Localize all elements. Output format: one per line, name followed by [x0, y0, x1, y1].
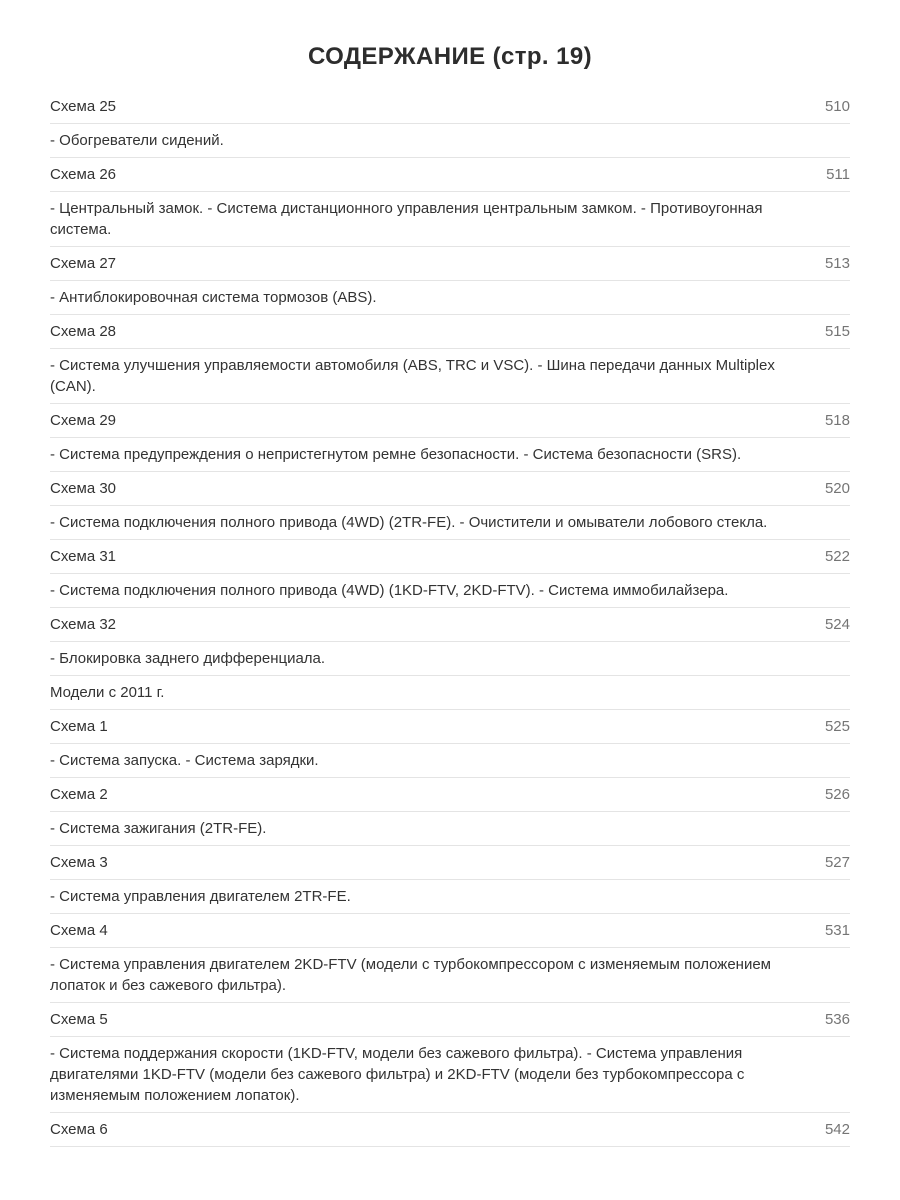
table-of-contents — [50, 90, 850, 1147]
toc-entry-title: Схема 3 — [50, 854, 108, 871]
toc-row[interactable] — [50, 880, 850, 914]
toc-row[interactable] — [50, 404, 850, 438]
page-title: СОДЕРЖАНИЕ (стр. 19) — [308, 43, 592, 70]
toc-row[interactable] — [50, 778, 850, 812]
toc-row[interactable] — [50, 506, 850, 540]
toc-page-number: 513 — [824, 255, 850, 272]
toc-entry-title: Схема 27 — [50, 255, 117, 272]
toc-entry-description: - Система зажигания (2TR-FE). — [50, 820, 267, 837]
toc-entry-title: Схема 29 — [50, 412, 117, 429]
toc-row[interactable] — [50, 1113, 850, 1147]
toc-section-heading: Модели с 2011 г. — [50, 684, 165, 701]
toc-entry-description: - Система управления двигателем 2TR-FE. — [50, 888, 351, 905]
toc-entry-description: - Система подключения полного привода (4WD) (1KD-FTV, 2KD-FTV). - Система иммобилайзера. — [50, 582, 729, 599]
toc-entry-description: - Система запуска. - Система зарядки. — [50, 752, 319, 769]
toc-page-number: 522 — [824, 548, 850, 565]
toc-row[interactable] — [50, 540, 850, 574]
toc-row[interactable] — [50, 124, 850, 158]
toc-page-number: 510 — [824, 98, 850, 115]
toc-row[interactable] — [50, 438, 850, 472]
toc-entry-title: Схема 1 — [50, 718, 108, 735]
toc-row[interactable] — [50, 281, 850, 315]
toc-entry-title: Схема 28 — [50, 323, 117, 340]
toc-row[interactable] — [50, 247, 850, 281]
toc-page-number: 527 — [824, 854, 850, 871]
toc-entry-description: - Система управления двигателем 2KD-FTV (модели с турбокомпрессором с изменяемым положением лопаток и без сажевого фильтра). — [50, 956, 771, 994]
toc-entry-title: Схема 26 — [50, 166, 117, 183]
toc-entry-description: - Система подключения полного привода (4WD) (2TR-FE). - Очистители и омыватели лобового стекла. — [50, 514, 768, 531]
toc-entry-title: Схема 5 — [50, 1011, 108, 1028]
toc-row[interactable] — [50, 812, 850, 846]
toc-page-number: 531 — [824, 922, 850, 939]
toc-entry-title: Схема 31 — [50, 548, 117, 565]
toc-page-number: 542 — [824, 1121, 850, 1138]
toc-page-number: 525 — [824, 718, 850, 735]
toc-entry-title: Схема 25 — [50, 98, 117, 115]
toc-page-number: 526 — [824, 786, 850, 803]
toc-row[interactable] — [50, 574, 850, 608]
toc-entry-title: Схема 30 — [50, 480, 117, 497]
toc-entry-description: - Обогреватели сидений. — [50, 132, 224, 149]
toc-page-number: 536 — [824, 1011, 850, 1028]
toc-entry-description: - Блокировка заднего дифференциала. — [50, 650, 326, 667]
toc-row[interactable] — [50, 710, 850, 744]
toc-entry-title: Схема 4 — [50, 922, 108, 939]
toc-entry-description: - Система предупреждения о непристегнутом ремне безопасности. - Система безопасности (SRS). — [50, 446, 742, 463]
toc-row[interactable] — [50, 192, 850, 247]
toc-row[interactable] — [50, 1037, 850, 1113]
toc-page-number: 518 — [824, 412, 850, 429]
toc-row[interactable] — [50, 642, 850, 676]
toc-row[interactable] — [50, 676, 850, 710]
toc-row[interactable] — [50, 315, 850, 349]
toc-row[interactable] — [50, 158, 850, 192]
toc-row[interactable] — [50, 744, 850, 778]
toc-page-number: 511 — [826, 166, 850, 183]
toc-row[interactable] — [50, 608, 850, 642]
toc-entry-title: Схема 32 — [50, 616, 117, 633]
toc-row[interactable] — [50, 349, 850, 404]
toc-page-number: 515 — [824, 323, 850, 340]
toc-row[interactable] — [50, 948, 850, 1003]
toc-page-number: 520 — [824, 480, 850, 497]
toc-entry-description: - Антиблокировочная система тормозов (ABS). — [50, 289, 377, 306]
toc-entry-description: - Система поддержания скорости (1KD-FTV, модели без сажевого фильтра). - Система управления двигателями 1KD-FTV (модели без сажевого фильтра) и 2KD-FTV (модели без турбокомпрессора с изменяемым положением лопаток). — [50, 1045, 745, 1104]
toc-page-number: 524 — [824, 616, 850, 633]
toc-row[interactable] — [50, 1003, 850, 1037]
toc-row[interactable] — [50, 846, 850, 880]
toc-entry-title: Схема 6 — [50, 1121, 108, 1138]
toc-row[interactable] — [50, 90, 850, 124]
toc-row[interactable] — [50, 914, 850, 948]
toc-entry-description: - Система улучшения управляемости автомобиля (ABS, TRC и VSC). - Шина передачи данных Multiplex (CAN). — [50, 357, 775, 395]
toc-entry-description: - Центральный замок. - Система дистанционного управления центральным замком. - Противоугонная система. — [50, 200, 763, 238]
toc-row[interactable] — [50, 472, 850, 506]
toc-entry-title: Схема 2 — [50, 786, 108, 803]
